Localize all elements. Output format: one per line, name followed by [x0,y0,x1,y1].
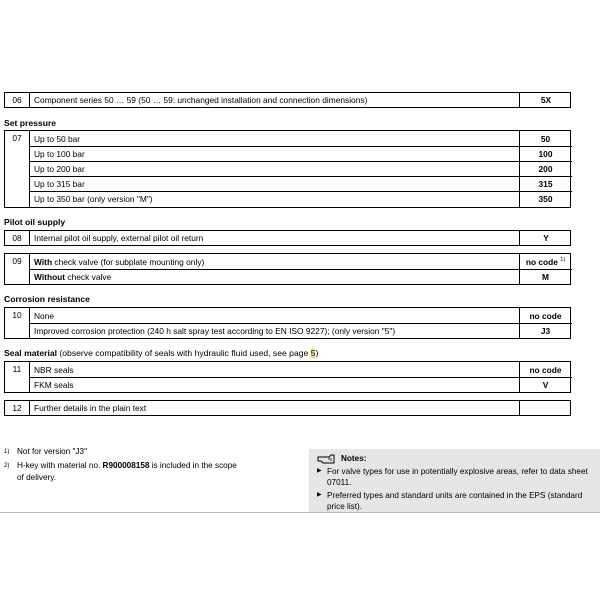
footnote-text-cont: is included in the scope [149,461,237,470]
footnote-text: Not for version "J3" [17,447,87,456]
ordering-row-06 [4,92,571,108]
material-number: R900008158 [102,461,150,470]
option-code: 350 [538,194,553,204]
heading-note-end: ) [315,348,319,358]
option-text: NBR seals [34,365,74,375]
divider [29,176,572,177]
ordering-row-09 [4,253,571,285]
option-code: 315 [538,179,553,189]
option-text: Up to 315 bar [34,179,85,189]
option-text: Up to 100 bar [34,149,85,159]
ordering-row-08 [4,230,571,246]
row-description: Internal pilot oil supply, external pilot oil return [34,233,204,243]
option-rest: check valve [65,272,112,282]
option-code: no code [529,365,562,375]
page-link[interactable]: 5 [310,348,316,358]
option-code [519,255,572,269]
row-number: 09 [5,254,30,284]
footnote-1 [4,446,87,458]
section-heading-seal-material [4,348,318,358]
code-text: no code [525,257,558,267]
page-divider [0,512,600,513]
option-text: Up to 50 bar [34,134,81,144]
option-emphasis: Without [34,272,66,282]
footnote-text-end: of delivery. [17,473,56,482]
option-text [34,255,204,269]
row-description: Further details in the plain text [34,403,147,413]
pointing-hand-icon [317,453,339,465]
option-code: V [542,380,549,390]
option-rest: check valve (for subplate mounting only) [52,257,205,267]
row-code: Y [519,231,572,245]
list-item: ▶ Preferred types and standard units are contained in the EPS (standard price list). [317,490,597,512]
option-code: J3 [540,326,551,336]
option-code: M [542,272,549,282]
option-text [34,270,111,284]
section-heading-corrosion: Corrosion resistance [4,294,90,304]
row-description: Component series 50 … 59 (50 … 59: unchanged installation and connection dimensions) [34,95,368,105]
heading-note: (observe compatibility of seals with hydraulic fluid used, see page [57,348,311,358]
section-heading-pilot-oil: Pilot oil supply [4,217,66,227]
footnote-mark: 2) [4,463,10,469]
row-number: 11 [5,362,30,392]
divider [29,161,572,162]
section-heading-set-pressure: Set pressure [4,118,57,128]
option-text: Up to 350 bar (only version "M") [34,194,153,204]
divider [29,146,572,147]
row-number: 12 [5,401,30,415]
row-code: 5X [519,93,572,107]
list-item: ▶ For valve types for use in potentially explosive areas, refer to data sheet 07011. [317,466,597,488]
heading-text: Seal material [4,348,58,358]
footnote-mark: 1) [4,449,10,455]
option-code: 50 [540,134,551,144]
ordering-row-10 [4,307,571,339]
notes-list [317,466,597,512]
footnote-2 [4,460,237,484]
row-number: 10 [5,308,30,338]
set-pressure-group [4,130,571,208]
row-number: 08 [5,231,30,245]
option-text: FKM seals [34,380,74,390]
option-code: no code [529,311,562,321]
footnote-ref: 1) [560,257,566,264]
row-code [519,401,572,415]
row-number: 06 [5,93,30,107]
footnote-text: H-key with material no. [17,461,103,470]
row-number: 07 [5,131,30,207]
ordering-row-11 [4,361,571,393]
option-text: Improved corrosion protection (240 h salt spray test according to EN ISO 9227); (only version "5") [34,326,396,336]
notes-title: Notes: [341,454,367,463]
option-code: 100 [538,149,553,159]
notes-box [309,449,600,512]
option-emphasis: With [34,257,53,267]
option-text: Up to 200 bar [34,164,85,174]
option-text: None [34,311,55,321]
option-code: 200 [538,164,553,174]
divider [29,377,572,378]
ordering-row-12 [4,400,571,416]
